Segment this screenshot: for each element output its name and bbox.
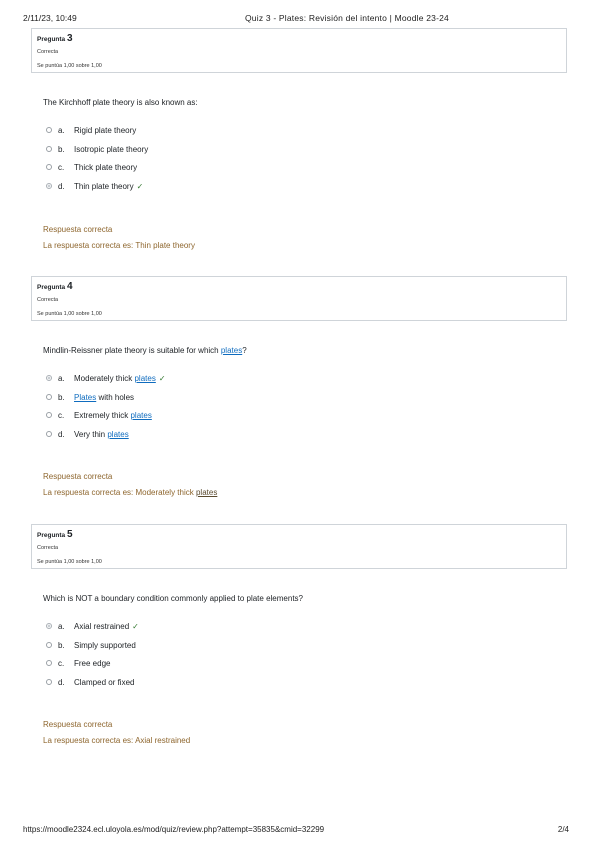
option-letter: c. <box>58 410 65 420</box>
question-text <box>43 346 247 355</box>
answer-option[interactable] <box>46 639 136 651</box>
feedback-answer: Thin plate theory <box>135 241 195 250</box>
question-state: Correcta <box>37 297 59 303</box>
option-text <box>74 374 156 383</box>
question-info-box <box>31 276 567 321</box>
option-letter: a. <box>58 125 65 135</box>
question-text-suffix: ? <box>242 346 247 355</box>
question-label: Pregunta <box>37 284 66 291</box>
glossary-link[interactable]: plates <box>107 429 129 439</box>
glossary-link[interactable]: plates <box>220 346 243 355</box>
feedback-status: Respuesta correcta <box>43 720 113 729</box>
question-number <box>37 33 73 44</box>
radio-button-checked[interactable] <box>46 375 52 381</box>
option-text-pre: Extremely thick <box>74 410 131 420</box>
glossary-link[interactable]: plates <box>195 488 218 497</box>
option-text: Clamped or fixed <box>74 677 135 687</box>
feedback-right-answer <box>43 488 217 497</box>
glossary-link[interactable]: Plates <box>74 392 97 402</box>
question-grade: Se puntúa 1,00 sobre 1,00 <box>37 63 102 69</box>
question-state: Correcta <box>37 49 59 55</box>
feedback-right-answer <box>43 241 195 250</box>
option-text: Thin plate theory <box>74 181 134 191</box>
answer-option-selected[interactable] <box>46 180 143 192</box>
question-number-value: 4 <box>66 281 73 292</box>
option-text-pre: Moderately thick <box>74 373 135 383</box>
option-letter: d. <box>58 181 65 191</box>
radio-button[interactable] <box>46 660 52 666</box>
option-text: Rigid plate theory <box>74 125 137 135</box>
feedback-prefix: La respuesta correcta es: <box>43 241 136 250</box>
answer-option[interactable] <box>46 676 134 688</box>
option-text-post: with holes <box>96 392 135 402</box>
answer-option[interactable] <box>46 161 137 173</box>
question-number <box>37 529 73 540</box>
radio-button-checked[interactable] <box>46 183 52 189</box>
glossary-link[interactable]: plates <box>130 410 152 420</box>
option-text <box>74 393 134 402</box>
option-text: Thick plate theory <box>74 162 138 172</box>
radio-button[interactable] <box>46 146 52 152</box>
question-number-value: 3 <box>66 33 73 44</box>
answer-option[interactable] <box>46 124 136 136</box>
correct-check-icon: ✓ <box>136 181 144 191</box>
radio-button[interactable] <box>46 642 52 648</box>
option-text-pre: Very thin <box>74 429 108 439</box>
feedback-status: Respuesta correcta <box>43 472 113 481</box>
option-letter: c. <box>58 658 65 668</box>
glossary-link[interactable]: plates <box>134 373 156 383</box>
question-text-prefix: Mindlin-Reissner plate theory is suitable for which <box>43 346 221 355</box>
question-grade: Se puntúa 1,00 sobre 1,00 <box>37 311 102 317</box>
question-info-box <box>31 28 567 73</box>
correct-check-icon: ✓ <box>158 373 166 383</box>
option-text: Isotropic plate theory <box>74 144 149 154</box>
option-text <box>74 430 129 439</box>
print-page-number: 2/4 <box>557 825 569 834</box>
answer-option-selected[interactable] <box>46 620 139 632</box>
question-text: Which is NOT a boundary condition commonly applied to plate elements? <box>43 594 303 603</box>
feedback-right-answer <box>43 736 190 745</box>
answer-option[interactable] <box>46 391 134 403</box>
radio-button[interactable] <box>46 431 52 437</box>
question-number <box>37 281 73 292</box>
feedback-prefix: La respuesta correcta es: <box>43 736 136 745</box>
option-letter: a. <box>58 373 65 383</box>
answer-option[interactable] <box>46 657 110 669</box>
option-letter: b. <box>58 640 65 650</box>
radio-button[interactable] <box>46 164 52 170</box>
option-letter: b. <box>58 144 65 154</box>
answer-option[interactable] <box>46 143 148 155</box>
option-text: Simply supported <box>74 640 136 650</box>
answer-option-selected[interactable] <box>46 372 166 384</box>
print-datetime: 2/11/23, 10:49 <box>23 13 77 23</box>
option-letter: d. <box>58 429 65 439</box>
option-letter: c. <box>58 162 65 172</box>
radio-button[interactable] <box>46 394 52 400</box>
answer-option[interactable] <box>46 409 152 421</box>
correct-check-icon: ✓ <box>132 621 139 631</box>
question-info-box <box>31 524 567 569</box>
option-letter: a. <box>58 621 65 631</box>
feedback-status: Respuesta correcta <box>43 225 113 234</box>
question-number-value: 5 <box>66 529 73 540</box>
option-letter: d. <box>58 677 65 687</box>
question-text: The Kirchhoff plate theory is also known as: <box>43 98 198 107</box>
option-text: Free edge <box>74 658 111 668</box>
question-label: Pregunta <box>37 36 66 43</box>
radio-button-checked[interactable] <box>46 623 52 629</box>
radio-button[interactable] <box>46 679 52 685</box>
option-text <box>74 411 152 420</box>
feedback-prefix: La respuesta correcta es: Moderately thick <box>43 488 196 497</box>
question-state: Correcta <box>37 545 59 551</box>
radio-button[interactable] <box>46 412 52 418</box>
radio-button[interactable] <box>46 127 52 133</box>
option-text: Axial restrained <box>74 621 130 631</box>
print-page-title: Quiz 3 - Plates: Revisión del intento | Moodle 23-24 <box>245 13 449 23</box>
answer-option[interactable] <box>46 428 129 440</box>
option-letter: b. <box>58 392 65 402</box>
question-grade: Se puntúa 1,00 sobre 1,00 <box>37 559 102 565</box>
print-url: https://moodle2324.ecl.uloyola.es/mod/quiz/review.php?attempt=35835&cmid=32299 <box>23 825 325 834</box>
feedback-answer: Axial restrained <box>135 736 191 745</box>
question-label: Pregunta <box>37 532 66 539</box>
